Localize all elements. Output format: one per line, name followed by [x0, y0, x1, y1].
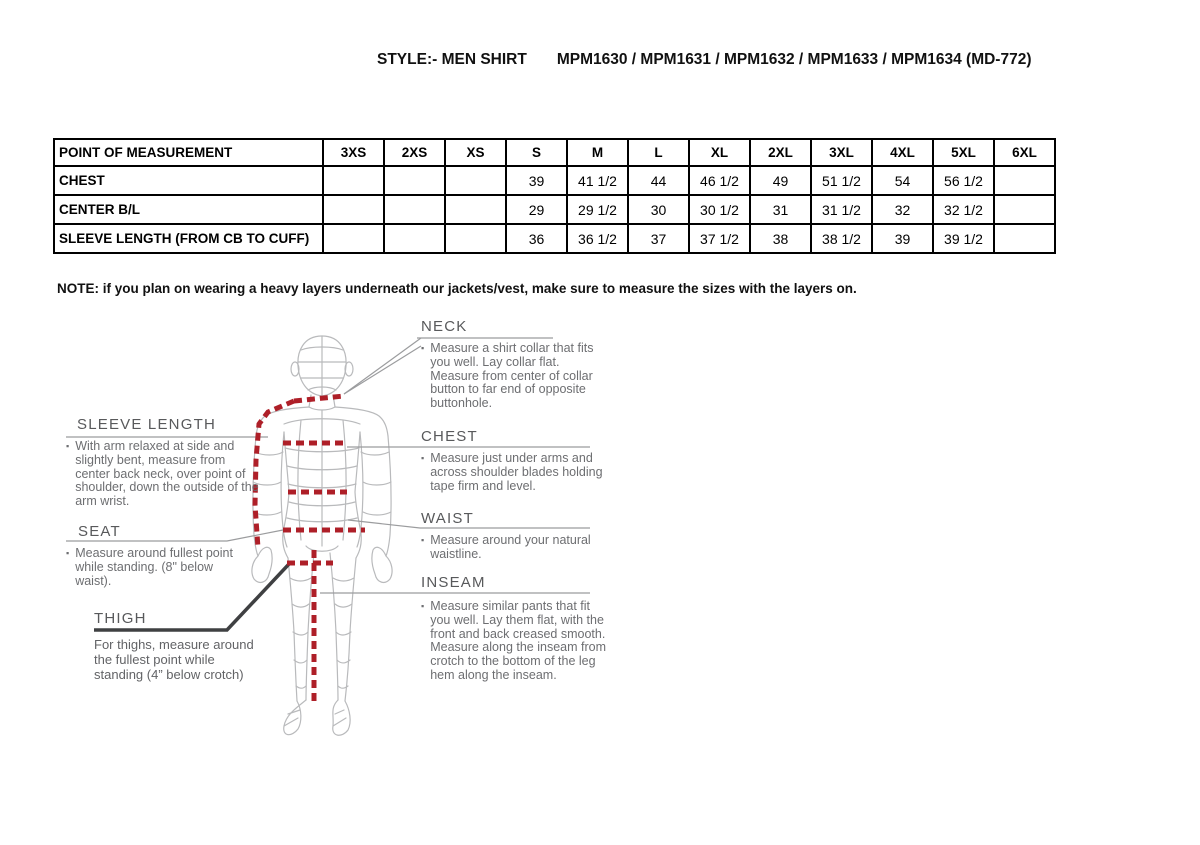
table-cell: 29 1/2 [567, 195, 628, 224]
style-codes: MPM1630 / MPM1631 / MPM1632 / MPM1633 / MPM1634 (MD-772) [556, 51, 1032, 68]
table-cell [994, 195, 1055, 224]
thigh-section [94, 610, 266, 682]
table-cell [384, 224, 445, 253]
column-header: XS [445, 139, 506, 166]
neck-leader-line [344, 346, 421, 394]
measurement-lines [255, 396, 365, 704]
inseam-instructions: Measure similar pants that fit you well. Lay them flat, with the front and back creased smooth. Measure along the inseam from crotch to the bottom of the leg hem along the inseam. [430, 599, 606, 682]
column-header: 2XS [384, 139, 445, 166]
table-row [54, 166, 1055, 195]
table-cell: 56 1/2 [933, 166, 994, 195]
table-cell: 54 [872, 166, 933, 195]
table-cell: 39 [506, 166, 567, 195]
column-header: 6XL [994, 139, 1055, 166]
mannequin-figure [252, 336, 392, 735]
bullet-icon: ▪ [66, 441, 70, 451]
column-header: 5XL [933, 139, 994, 166]
neck-leader-line [344, 338, 421, 394]
table-cell [323, 224, 384, 253]
column-header: L [628, 139, 689, 166]
chest-heading: CHEST [421, 428, 478, 445]
table-cell: 46 1/2 [689, 166, 750, 195]
table-cell: 32 [872, 195, 933, 224]
neck-heading: NECK [421, 318, 468, 335]
table-cell [445, 166, 506, 195]
table-cell [994, 224, 1055, 253]
bullet-icon: ▪ [421, 535, 425, 545]
size-chart-table [53, 138, 1056, 254]
table-cell: 37 1/2 [689, 224, 750, 253]
table-cell [384, 166, 445, 195]
layers-note: NOTE: if you plan on wearing a heavy layers underneath our jackets/vest, make sure to measure the sizes with the layers on. [57, 281, 857, 296]
column-header: 2XL [750, 139, 811, 166]
table-cell [323, 166, 384, 195]
inseam-heading: INSEAM [421, 574, 486, 591]
table-header-row [54, 139, 1055, 166]
bullet-icon: ▪ [421, 453, 425, 463]
column-header: 4XL [872, 139, 933, 166]
neck-instructions: Measure a shirt collar that fits you well. Lay collar flat. Measure from center of collar button to far end of opposite buttonhole. [430, 341, 594, 411]
seat-section [66, 523, 236, 588]
table-cell: 29 [506, 195, 567, 224]
chest-section [421, 428, 607, 493]
table-cell: 36 [506, 224, 567, 253]
style-label: STYLE:- MEN SHIRT [377, 51, 527, 68]
table-cell: 38 [750, 224, 811, 253]
neck-section [421, 318, 607, 411]
table-cell: 36 1/2 [567, 224, 628, 253]
waist-heading: WAIST [421, 510, 474, 527]
table-cell: 51 1/2 [811, 166, 872, 195]
page-title [377, 51, 1032, 69]
waist-section [421, 510, 607, 562]
table-cell: 39 [872, 224, 933, 253]
sleeve-length-section [66, 416, 262, 509]
column-header: S [506, 139, 567, 166]
thigh-heading: THIGH [94, 610, 147, 627]
column-header: POINT OF MEASUREMENT [54, 139, 323, 166]
column-header: XL [689, 139, 750, 166]
table-cell: 44 [628, 166, 689, 195]
table-cell [445, 195, 506, 224]
row-label: CENTER B/L [54, 195, 323, 224]
thigh-instructions: For thighs, measure around the fullest point while standing (4” below crotch) [94, 637, 254, 682]
table-cell: 30 1/2 [689, 195, 750, 224]
sleeve-length-instructions: With arm relaxed at side and slightly bent, measure from center back neck, over point of shoulder, down the outside of the arm wrist. [75, 439, 259, 509]
seat-heading: SEAT [78, 523, 121, 540]
sleeve-length-heading: SLEEVE LENGTH [77, 416, 216, 433]
table-row [54, 224, 1055, 253]
table-cell: 49 [750, 166, 811, 195]
table-cell: 38 1/2 [811, 224, 872, 253]
table-cell [445, 224, 506, 253]
row-label: CHEST [54, 166, 323, 195]
table-cell [994, 166, 1055, 195]
seat-instructions: Measure around fullest point while standing. (8" below waist). [75, 546, 233, 588]
table-cell [323, 195, 384, 224]
table-cell: 39 1/2 [933, 224, 994, 253]
column-header: M [567, 139, 628, 166]
chest-instructions: Measure just under arms and across shoulder blades holding tape firm and level. [430, 451, 603, 493]
bullet-icon: ▪ [421, 601, 425, 611]
bullet-icon: ▪ [66, 548, 70, 558]
table-cell: 32 1/2 [933, 195, 994, 224]
waist-instructions: Measure around your natural waistline. [430, 533, 591, 561]
inseam-section [421, 574, 613, 683]
table-row [54, 195, 1055, 224]
column-header: 3XS [323, 139, 384, 166]
row-label: SLEEVE LENGTH (FROM CB TO CUFF) [54, 224, 323, 253]
table-cell: 31 1/2 [811, 195, 872, 224]
table-cell: 30 [628, 195, 689, 224]
table-cell: 41 1/2 [567, 166, 628, 195]
neck-measure-line [294, 396, 344, 401]
table-cell: 37 [628, 224, 689, 253]
bullet-icon: ▪ [421, 343, 425, 353]
table-cell: 31 [750, 195, 811, 224]
column-header: 3XL [811, 139, 872, 166]
table-cell [384, 195, 445, 224]
